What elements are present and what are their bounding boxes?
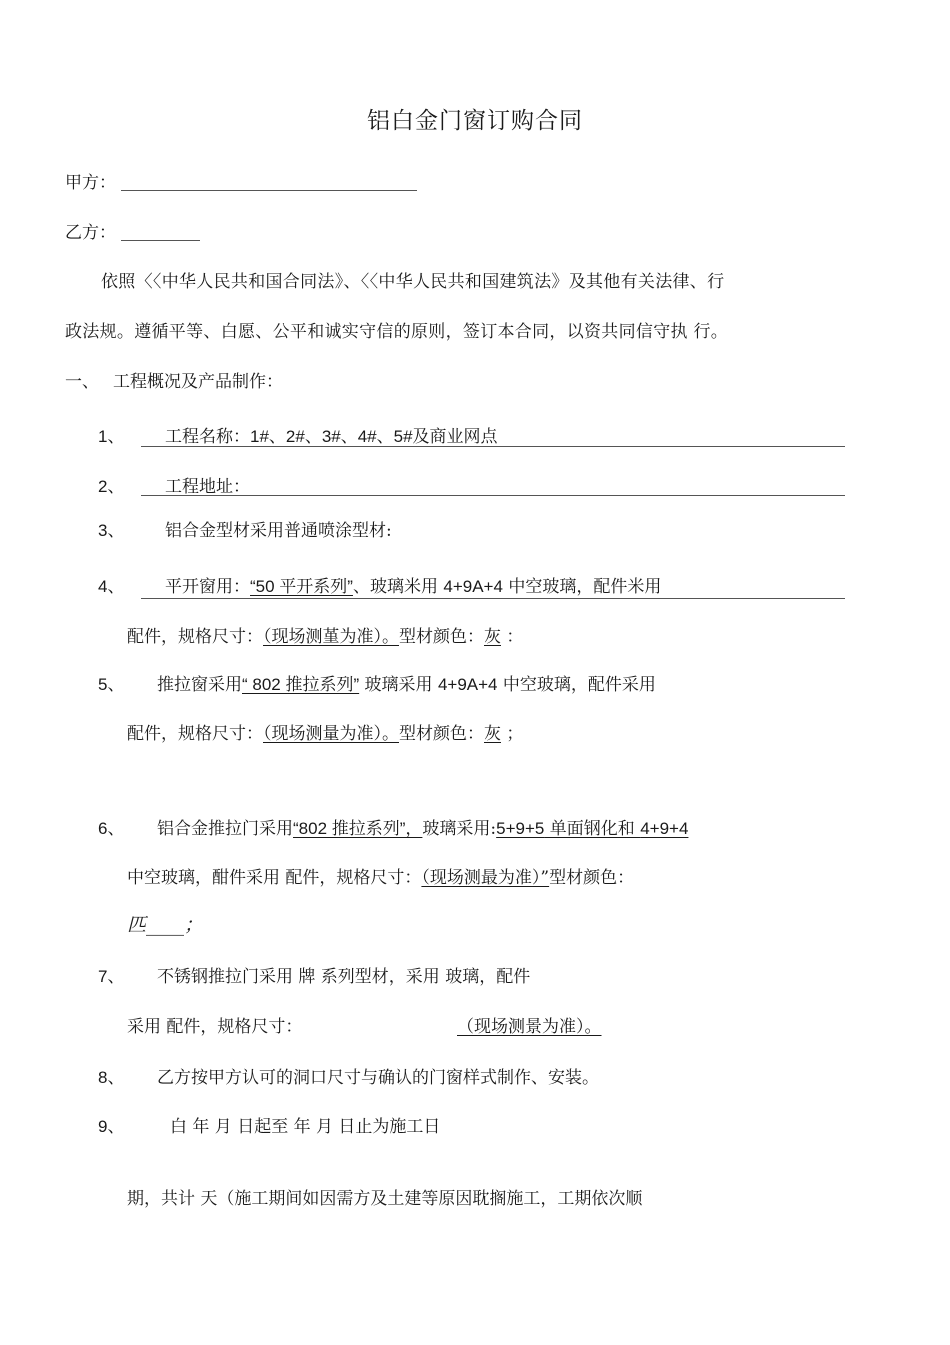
- item-1-number: 1、: [98, 427, 125, 446]
- item-5-glass: 4+9A+4: [437, 675, 498, 694]
- item-4-series: “50 平开系列”: [250, 577, 353, 596]
- item-4-color-label: 型材颜色：: [399, 627, 484, 647]
- item-1-label: 工程名称：: [165, 427, 250, 447]
- item-4-glass: 4+9A+4: [443, 577, 503, 596]
- item-6-glass-1: 5+9+5: [496, 819, 545, 838]
- item-5-line-2: [127, 723, 523, 745]
- item-8-number: 8、: [98, 1068, 125, 1087]
- item-6-tempered: 单面钢化和: [544, 819, 641, 839]
- item-4-fittings: 中空玻璃，配件米用: [502, 577, 662, 597]
- item-6-line-2: [127, 867, 634, 889]
- item-6-label: 铝合金推拉门采用: [157, 819, 293, 839]
- item-1-text: [165, 426, 498, 448]
- item-6-number: 6、: [98, 819, 125, 838]
- item-7-line-1: 不锈钢推拉门采用 牌 系列型材，采用 玻璃，配件: [157, 967, 531, 987]
- item-5-size: （现场测量为准）。: [263, 724, 399, 744]
- document-title: 铝白金门窗订购合同: [367, 108, 583, 134]
- item-6-fittings: 中空玻璃，酣件采用 配件，规格尺寸：: [127, 868, 422, 888]
- item-6-series: “802 推拉系列”，: [293, 819, 423, 838]
- preamble-line-2: 政法规。遵循平等、白愿、公平和诚实守信的原则，签订本合同，以资共同信守执 行。: [65, 322, 729, 342]
- item-3-number: 3、: [98, 521, 125, 540]
- item-9-line-1: 白 年 月 日起至 年 月 日止为施工日: [170, 1117, 441, 1137]
- item-5-label: 推拉窗采用: [157, 675, 242, 695]
- item-4-size-label: 配件，规格尺寸：: [127, 627, 263, 647]
- item-6-color-label: 型材颜色：: [549, 868, 635, 888]
- item-4-label: 平开窗用：: [165, 577, 250, 597]
- item-5-series: “ 802 推拉系列”: [242, 675, 360, 694]
- item-9-line-2: 期，共计 天（施工期间如因需方及土建等原因耽搁施工，工期依次顺: [127, 1189, 643, 1209]
- item-6-glass-label: 玻璃采用:: [422, 819, 497, 839]
- section-1-number: 一、: [65, 372, 99, 392]
- item-5-glass-label: 玻璃采用: [359, 675, 438, 695]
- item-4-color: 灰: [484, 627, 501, 647]
- item-1-buildings: 1#、2#、3#、4#、5#: [250, 427, 413, 446]
- item-5-size-label: 配件，规格尺寸：: [127, 724, 263, 744]
- party-b-label: 乙方：: [65, 223, 116, 243]
- section-1-heading: 工程概况及产品制作：: [113, 372, 283, 392]
- item-1-suffix: 及商业网点: [412, 427, 498, 447]
- party-a-blank-line: [121, 190, 417, 191]
- item-9-number: 9、: [98, 1117, 125, 1136]
- item-6-color-value: 匹____；: [127, 914, 204, 936]
- item-7-size: （现场测景为准）。: [457, 1017, 602, 1037]
- item-5-number: 5、: [98, 675, 125, 694]
- item-5-end: ；: [501, 724, 524, 744]
- item-4-size: （现场测堇为准）。: [263, 627, 399, 647]
- item-8-text: 乙方按甲方认可的洞口尺寸与确认的门窗样式制作、安装。: [157, 1068, 599, 1088]
- item-4-underline: [141, 598, 845, 599]
- item-6-size: （现场测最为准）”: [421, 868, 550, 888]
- item-1-underline: [141, 446, 845, 447]
- party-a-label: 甲方：: [65, 173, 116, 193]
- preamble-line-1: 依照〈〈中华人民共和国合同法》、〈〈中华人民共和国建筑法》及其他有关法律、行: [101, 272, 725, 292]
- item-5-fittings: 中空玻璃，配件采用: [497, 675, 656, 695]
- item-4-line-2: [127, 626, 523, 648]
- item-2-text: 工程地址：: [165, 477, 250, 497]
- item-7-number: 7、: [98, 967, 125, 986]
- party-b-blank-line: [121, 240, 200, 241]
- item-4-glass-label: 、玻璃米用: [352, 577, 444, 597]
- item-7-fittings: 采用 配件，规格尺寸：: [127, 1017, 303, 1037]
- item-2-number: 2、: [98, 477, 125, 496]
- item-2-underline: [141, 495, 845, 496]
- item-4-number: 4、: [98, 577, 125, 596]
- item-4-end: ：: [501, 627, 524, 647]
- item-6-line-1: [157, 818, 688, 840]
- item-5-color: 灰: [484, 724, 501, 744]
- item-5-line-1: [157, 674, 656, 696]
- item-5-color-label: 型材颜色：: [399, 724, 484, 744]
- item-6-glass-2: 4+9+4: [640, 819, 689, 838]
- item-4-line-1: [165, 576, 661, 598]
- item-3-text: 铝合金型材采用普通喷涂型材:: [165, 521, 392, 541]
